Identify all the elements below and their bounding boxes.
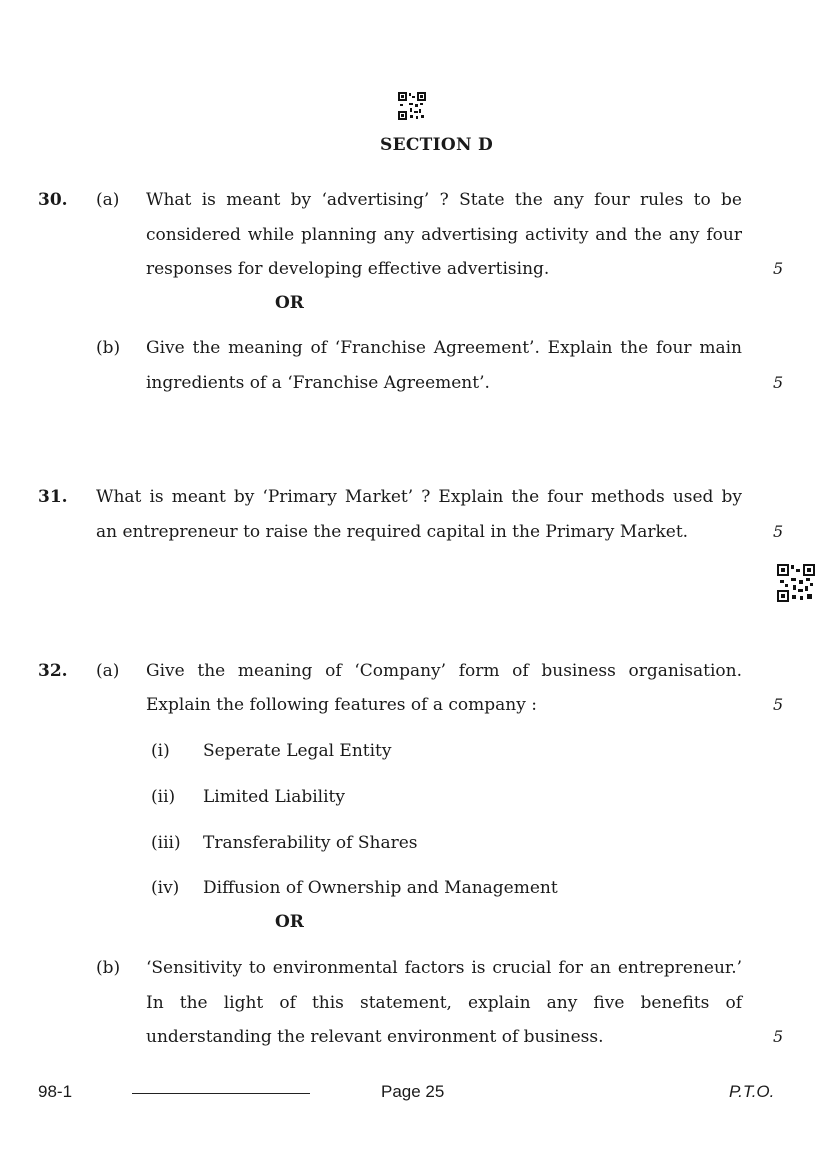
marks: 5 <box>773 522 784 541</box>
section-title: SECTION D <box>380 135 494 155</box>
footer-rule <box>132 1093 310 1094</box>
question-text: understanding the relevant environment of business. <box>146 1027 604 1047</box>
list-item: Transferability of Shares <box>203 833 418 853</box>
list-item-number: (i) <box>151 741 170 761</box>
question-text: What is meant by ‘advertising’ ? State the any four rules to be <box>146 190 742 210</box>
list-item: Limited Liability <box>203 787 345 807</box>
question-number: 30. <box>38 190 68 210</box>
question-text: Give the meaning of ‘Company’ form of business organisation. <box>146 661 742 681</box>
question-text: Give the meaning of ‘Franchise Agreement’. Explain the four main <box>146 338 742 358</box>
part-label: (b) <box>96 958 121 978</box>
list-item-number: (iii) <box>151 833 181 853</box>
marks: 5 <box>773 259 784 278</box>
or-divider: OR <box>275 293 304 313</box>
marks: 5 <box>773 695 784 714</box>
list-item-number: (ii) <box>151 787 176 807</box>
question-text: considered while planning any advertising activity and the any four <box>146 225 742 245</box>
list-item-number: (iv) <box>151 878 180 898</box>
paper-code: 98-1 <box>38 1082 73 1101</box>
question-text: ‘Sensitivity to environmental factors is crucial for an entrepreneur.’ <box>146 958 742 978</box>
question-text: an entrepreneur to raise the required capital in the Primary Market. <box>96 522 689 542</box>
part-label: (a) <box>96 190 120 210</box>
page-number: Page 25 <box>381 1082 445 1101</box>
question-number: 32. <box>38 661 68 681</box>
question-text: responses for developing effective advertising. <box>146 259 550 279</box>
marks: 5 <box>773 1027 784 1046</box>
list-item: Seperate Legal Entity <box>203 741 392 761</box>
question-number: 31. <box>38 487 68 507</box>
marks: 5 <box>773 373 784 392</box>
qr-code-icon <box>398 92 426 120</box>
part-label: (b) <box>96 338 121 358</box>
question-text: What is meant by ‘Primary Market’ ? Explain the four methods used by <box>96 487 742 507</box>
question-text: ingredients of a ‘Franchise Agreement’. <box>146 373 490 393</box>
part-label: (a) <box>96 661 120 681</box>
pto-label: P.T.O. <box>729 1082 775 1101</box>
question-text: Explain the following features of a company : <box>146 695 537 715</box>
or-divider: OR <box>275 912 304 932</box>
question-text: In the light of this statement, explain any five benefits of <box>146 993 742 1013</box>
qr-code-icon <box>777 564 815 602</box>
list-item: Diffusion of Ownership and Management <box>203 878 558 898</box>
